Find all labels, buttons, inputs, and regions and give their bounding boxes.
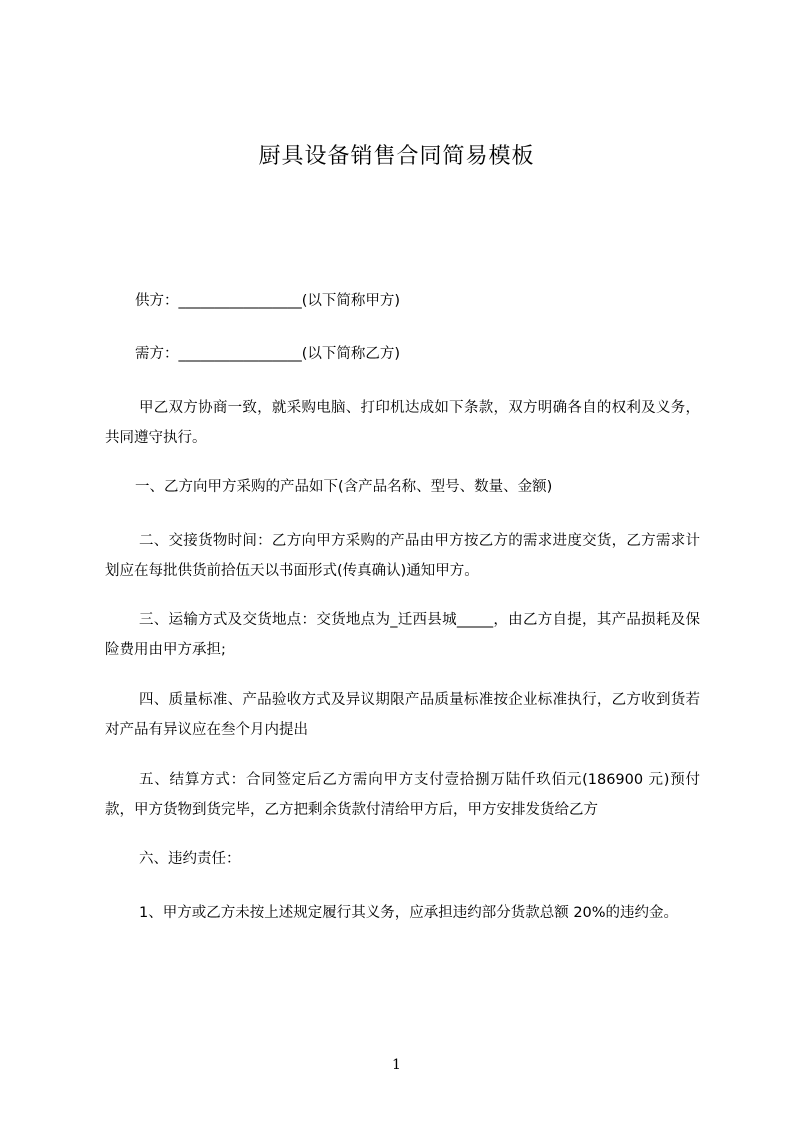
clause-2: 二、交接货物时间：乙方向甲方采购的产品由甲方按乙方的需求进度交货，乙方需求计划应在每批供货前拾伍天以书面形式(传真确认)通知甲方。	[105, 533, 700, 579]
buyer-line: 需方：_________________(以下简称乙方)	[135, 346, 401, 362]
page-number: 1	[392, 1057, 401, 1073]
clause-4: 四、质量标准、产品验收方式及异议期限产品质量标准按企业标准执行，乙方收到货若对产品有异议应在叁个月内提出	[105, 692, 700, 738]
clause-1: 一、乙方向甲方采购的产品如下(含产品名称、型号、数量、金额)	[135, 479, 553, 495]
clause-6: 六、违约责任：	[139, 851, 241, 867]
document-title: 厨具设备销售合同简易模板	[258, 144, 535, 169]
clause-6-item-1: 1、甲方或乙方未按上述规定履行其义务，应承担违约部分货款总额 20%的违约金。	[139, 905, 679, 921]
supplier-line: 供方：_________________(以下简称甲方)	[135, 293, 401, 309]
clause-3: 三、运输方式及交货地点：交货地点为_迁西县城_____，由乙方自提，其产品损耗及保险费用由甲方承担;	[105, 612, 700, 658]
clause-5: 五、结算方式：合同签定后乙方需向甲方支付壹拾捌万陆仟玖佰元(186900 元)预付款，甲方货物到货完毕，乙方把剩余货款付清给甲方后，甲方安排发货给乙方	[105, 772, 700, 818]
intro-paragraph: 甲乙双方协商一致，就采购电脑、打印机达成如下条款，双方明确各自的权利及义务，共同遵守执行。	[105, 400, 700, 446]
